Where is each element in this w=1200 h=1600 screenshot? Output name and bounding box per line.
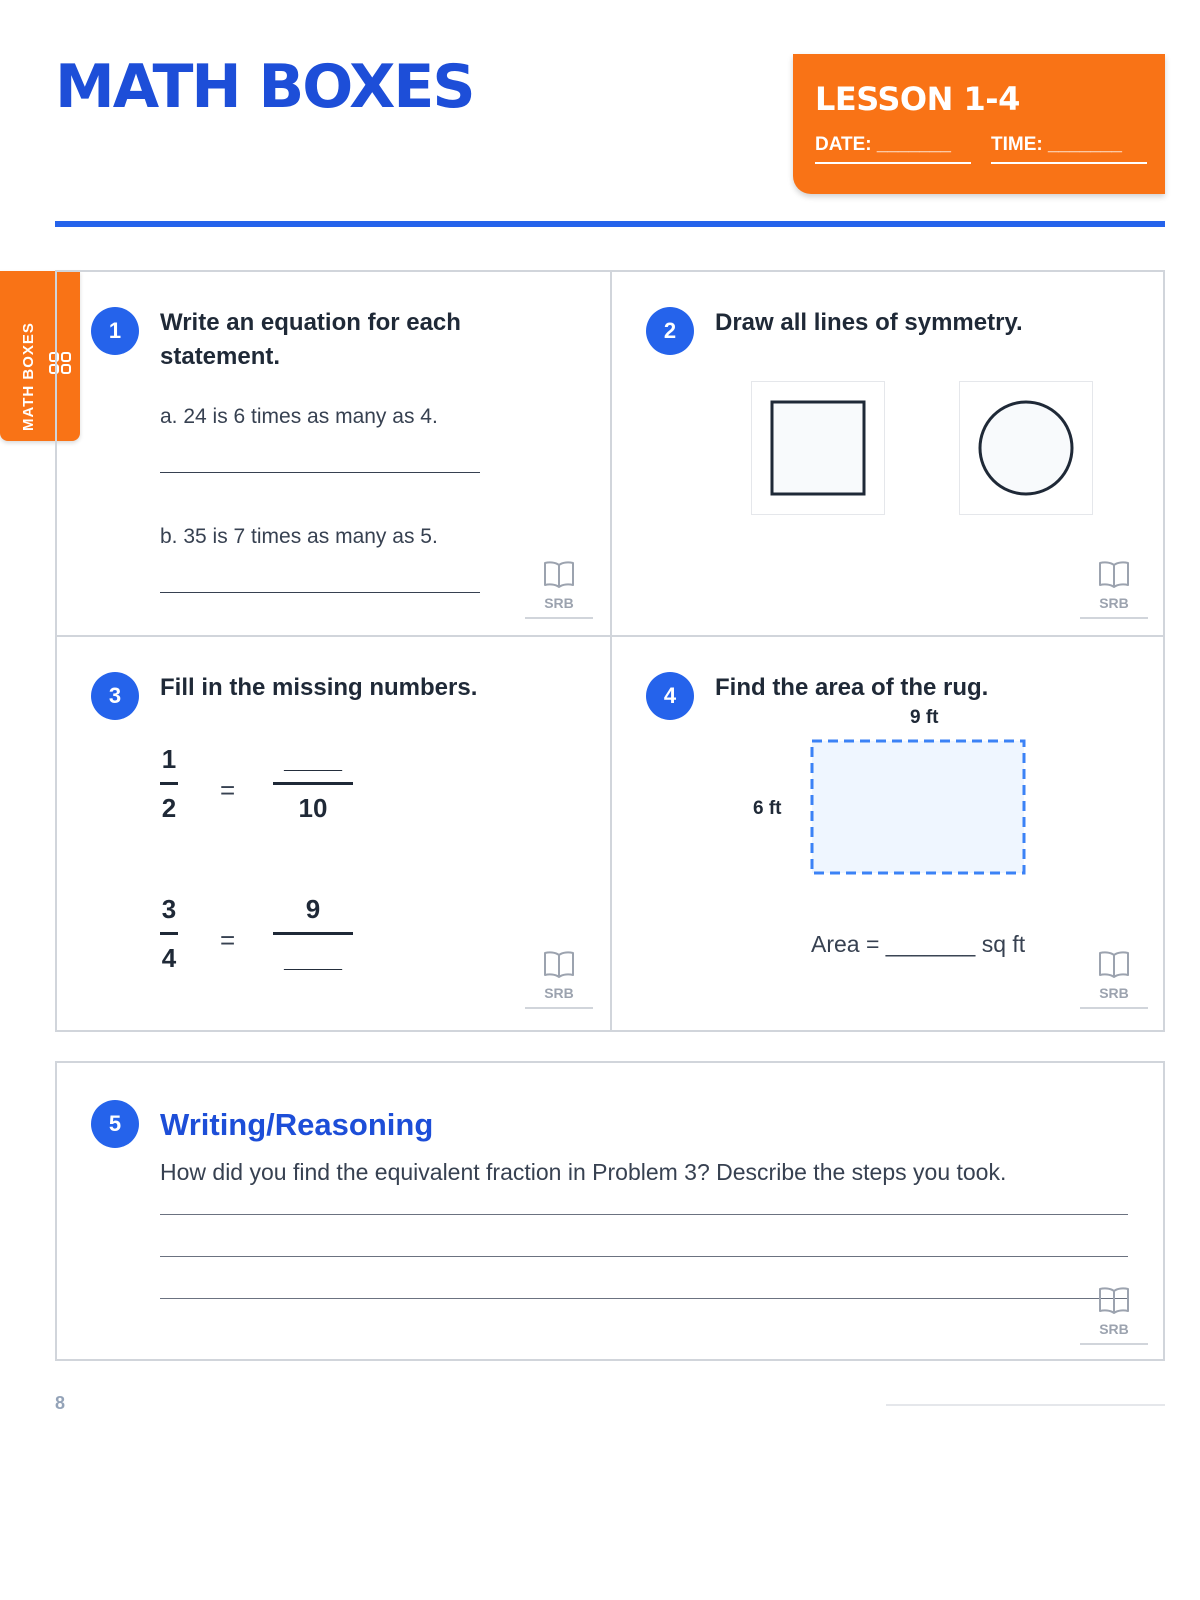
header-divider bbox=[55, 221, 1165, 227]
square-shape-box[interactable] bbox=[751, 381, 885, 515]
book-icon bbox=[1098, 560, 1130, 588]
srb-underline bbox=[1080, 617, 1148, 619]
fraction-left-1 bbox=[124, 742, 214, 825]
problem-4 bbox=[612, 637, 1165, 1030]
square-shape bbox=[752, 382, 884, 514]
writing-line-1[interactable] bbox=[160, 1214, 1128, 1215]
srb-underline bbox=[525, 1007, 593, 1009]
date-field[interactable]: DATE: _______ bbox=[815, 134, 971, 164]
problem-number: 5 bbox=[91, 1100, 139, 1148]
statement-a: a. 24 is 6 times as many as 4. bbox=[160, 405, 438, 428]
circle-shape-box[interactable] bbox=[959, 381, 1093, 515]
fraction-bar bbox=[273, 932, 353, 935]
numerator: 3 bbox=[161, 894, 177, 924]
problem-3 bbox=[57, 637, 610, 1030]
problem-1 bbox=[57, 272, 610, 635]
lesson-title: LESSON 1-4 bbox=[815, 80, 1020, 118]
srb-link[interactable] bbox=[1080, 1286, 1148, 1345]
fraction-left-2 bbox=[124, 892, 214, 975]
problem-number: 4 bbox=[646, 672, 694, 720]
numerator-blank[interactable]: ____ bbox=[284, 744, 342, 774]
page-number: 8 bbox=[55, 1393, 66, 1413]
fraction-right-1 bbox=[268, 742, 358, 825]
circle-shape bbox=[960, 382, 1092, 514]
srb-underline bbox=[525, 617, 593, 619]
problem-2 bbox=[612, 272, 1165, 635]
srb-label: SRB bbox=[544, 595, 574, 611]
answer-line-b[interactable] bbox=[160, 592, 480, 593]
numerator: 9 bbox=[305, 894, 321, 924]
equals-sign: = bbox=[220, 775, 236, 805]
srb-link[interactable] bbox=[525, 950, 593, 1009]
side-tab-label: MATH BOXES bbox=[20, 322, 37, 431]
problem-prompt: Write an equation for each statement. bbox=[160, 309, 461, 370]
denominator: 2 bbox=[161, 793, 177, 823]
fraction-bar bbox=[160, 782, 178, 785]
problem-prompt: Find the area of the rug. bbox=[715, 674, 989, 701]
equals-sign: = bbox=[220, 925, 236, 955]
denominator: 10 bbox=[298, 793, 328, 823]
numerator: 1 bbox=[161, 744, 177, 774]
srb-label: SRB bbox=[1099, 1321, 1129, 1337]
book-icon bbox=[543, 560, 575, 588]
book-icon bbox=[1098, 1286, 1130, 1314]
srb-link[interactable] bbox=[1080, 560, 1148, 619]
denominator: 4 bbox=[161, 943, 177, 973]
writing-question: How did you find the equivalent fraction in Problem 3? Describe the steps you took. bbox=[160, 1159, 1007, 1185]
srb-label: SRB bbox=[544, 985, 574, 1001]
fraction-right-2 bbox=[268, 892, 358, 975]
writing-reasoning-box bbox=[55, 1061, 1165, 1361]
problem-number: 3 bbox=[91, 672, 139, 720]
problem-number: 1 bbox=[91, 307, 139, 355]
srb-link[interactable] bbox=[525, 560, 593, 619]
book-icon bbox=[543, 950, 575, 978]
lesson-card bbox=[793, 54, 1165, 194]
problem-prompt: Draw all lines of symmetry. bbox=[715, 309, 1023, 336]
writing-line-3[interactable] bbox=[160, 1298, 1128, 1299]
rug-height-label: 6 ft bbox=[753, 798, 782, 819]
srb-label: SRB bbox=[1099, 595, 1129, 611]
srb-underline bbox=[1080, 1007, 1148, 1009]
page-title: MATH BOXES bbox=[55, 52, 474, 122]
problem-prompt: Fill in the missing numbers. bbox=[160, 674, 478, 701]
rug-width-label: 9 ft bbox=[910, 707, 939, 728]
writing-title: Writing/Reasoning bbox=[160, 1107, 434, 1142]
book-icon bbox=[1098, 950, 1130, 978]
footer-rule bbox=[886, 1404, 1165, 1406]
time-field[interactable]: TIME: _______ bbox=[991, 134, 1147, 164]
answer-line-a[interactable] bbox=[160, 472, 480, 473]
statement-b: b. 35 is 7 times as many as 5. bbox=[160, 525, 438, 548]
srb-label: SRB bbox=[1099, 985, 1129, 1001]
writing-line-2[interactable] bbox=[160, 1256, 1128, 1257]
srb-underline bbox=[1080, 1343, 1148, 1345]
problems-grid bbox=[55, 270, 1165, 1032]
area-answer[interactable]: Area = _______ sq ft bbox=[811, 931, 1026, 957]
rug-rectangle bbox=[810, 739, 1026, 875]
denominator-blank[interactable]: ____ bbox=[284, 943, 342, 973]
fraction-bar bbox=[273, 782, 353, 785]
problem-number: 2 bbox=[646, 307, 694, 355]
srb-link[interactable] bbox=[1080, 950, 1148, 1009]
fraction-bar bbox=[160, 932, 178, 935]
